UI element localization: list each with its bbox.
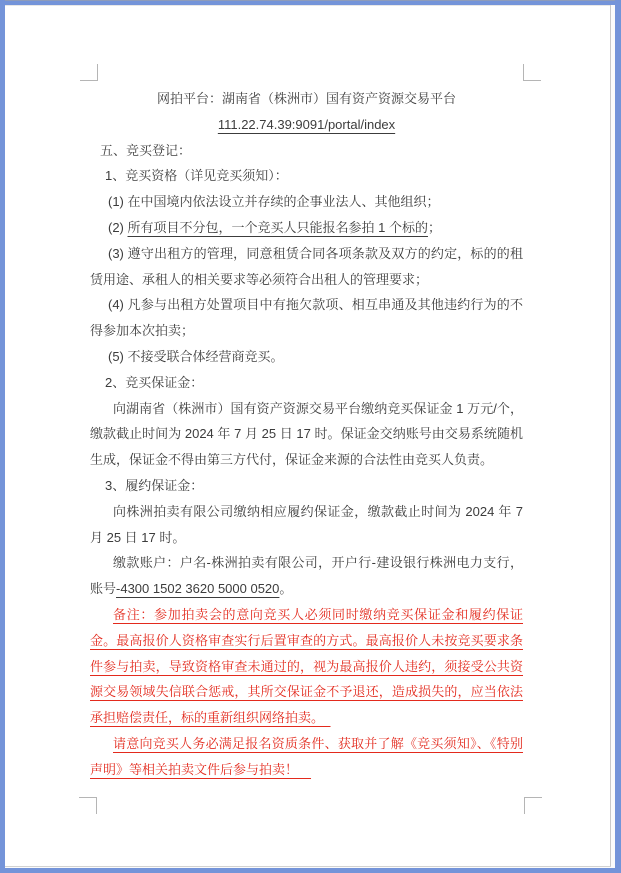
remark-para [90, 602, 523, 731]
document-body [90, 86, 523, 783]
page-right-gutter [611, 5, 615, 868]
text-run: 请意向竞买人务必满足报名资质条件、获取并了解《竞买须知》、《特别声明》等相关拍卖文件后参与拍卖！ [90, 735, 523, 777]
window-border-bottom [0, 868, 621, 873]
notice-para [90, 731, 523, 783]
text-run: ； [427, 219, 441, 235]
text-run: 3、履约保证金： [105, 477, 204, 493]
page-bottom-edge [5, 866, 611, 867]
qualification-2 [90, 215, 523, 241]
text-run: 向株洲拍卖有限公司缴纳相应履约保证金，缴款截止时间为 2024 年 7 月 25 日 17 时。 [90, 503, 523, 545]
window-border-top-edge [0, 0, 621, 1]
text-run: 2、竞买保证金： [105, 374, 204, 390]
crop-mark-top-right [523, 64, 541, 81]
text-run: (4) 凡参与出租方处置项目中有拖欠款项、相互串通及其他违约行为的不得参加本次拍卖； [90, 297, 523, 339]
payment-account-para [90, 550, 523, 602]
page-right-edge [610, 5, 611, 867]
page-top-edge [5, 5, 615, 6]
section-5-heading [90, 138, 523, 164]
window-border-right [615, 0, 621, 873]
text-run: 备注：参加拍卖会的意向竞买人必须同时缴纳竞买保证金和履约保证金。最高报价人资格审查实行后置审查的方式。最高报价人未按竞买要求条件参与拍卖，导致资格审查未通过的，视为最高报价人违约，须接受公共资源交易领域失信联合惩戒，其所交保证金不予退还，造成损失的，应当依法承担赔偿责任，标的重新组织网络拍卖。 [90, 606, 523, 726]
text-run: (1) 在中国境内依法设立并存续的企事业法人、其他组织； [108, 194, 440, 210]
text-run: 向湖南省（株洲市）国有资产资源交易平台缴纳竞买保证金 1 万元/个，缴款截止时间为 2024 年 7 月 25 日 17 时。保证金交纳账号由交易系统随机生成，保证金不得由第三方代付，保证金来源的合法性由竞买人负责。 [90, 400, 523, 468]
text-run: -4300 1502 3620 5000 0520 [116, 581, 280, 597]
bid-deposit-para [90, 396, 523, 473]
platform-line [90, 86, 523, 112]
text-run: 缴款账户：户名-株洲拍卖有限公司，开户行-建设银行株洲电力支行，账号 [90, 555, 523, 597]
text-run: 1、竞买资格（详见竞买须知）： [105, 168, 288, 184]
text-run: 。 [279, 581, 293, 597]
platform-url [90, 112, 523, 138]
performance-deposit-para [90, 499, 523, 551]
text-run: (2) [108, 219, 128, 235]
item-1-heading [90, 163, 523, 189]
item-3-heading [90, 473, 523, 499]
text-run: 111.22.74.39:9091/portal/index [217, 116, 396, 132]
page-bottom-gutter [5, 867, 615, 868]
qualification-5 [90, 344, 523, 370]
crop-mark-top-left [80, 64, 98, 81]
qualification-3 [90, 241, 523, 293]
item-2-heading [90, 370, 523, 396]
text-run: 网拍平台：湖南省（株洲市）国有资产资源交易平台 [156, 91, 456, 106]
qualification-1 [90, 189, 523, 215]
text-run: 五、竞买登记： [100, 142, 192, 158]
window-border-left [0, 0, 5, 873]
qualification-4 [90, 292, 523, 344]
crop-mark-bottom-right [524, 797, 542, 814]
crop-mark-bottom-left [79, 797, 97, 814]
text-run: (5) 不接受联合体经营商竞买。 [108, 348, 284, 364]
text-run: (3) 遵守出租方的管理，同意租赁合同各项条款及双方的约定，标的的租赁用途、承租人的相关要求等必须符合出租人的管理要求； [90, 245, 523, 287]
text-run: 所有项目不分包，一个竞买人只能报名参拍 1 个标的 [127, 219, 428, 235]
